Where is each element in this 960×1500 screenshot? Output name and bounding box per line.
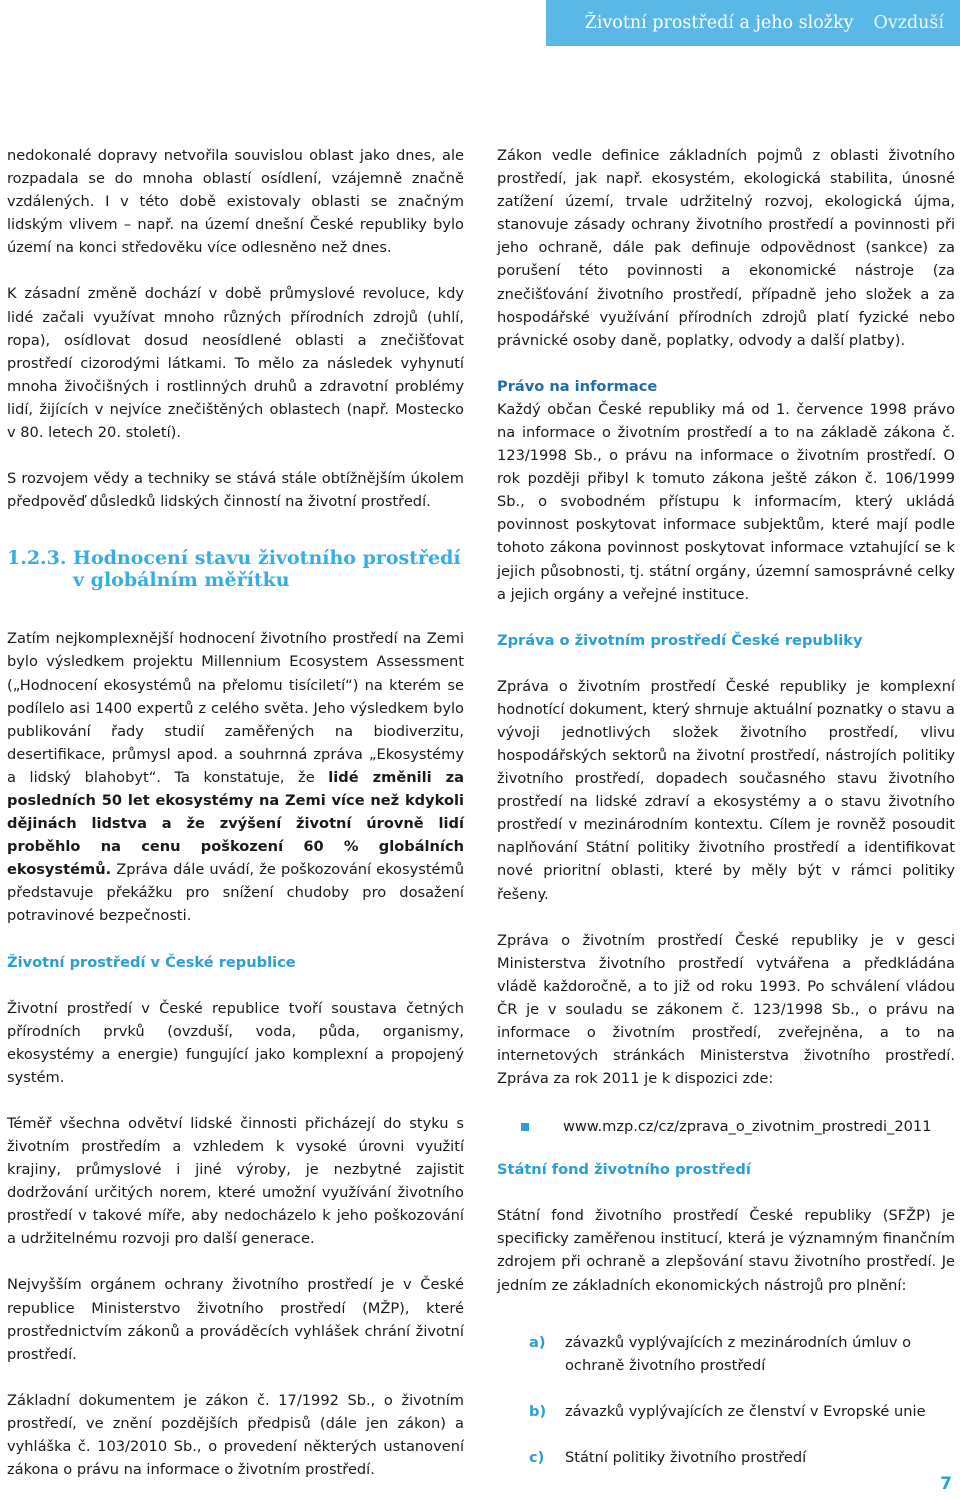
- paragraph: Zákon vedle definice základních pojmů z oblasti životního prostředí, jak např. ekosystém, ekologická stabilita, únosné zatížení území, trvale udržitelný rozvoj, ekologická újma, stanovuje zásady ochrany životního prostředí a povinnosti při jeho ochraně, dále pak definuje odpovědnost (sankce) za porušení této povinnosti a ekonomické nástroje (za znečišťování životního prostředí, případně jeho složek a za hospodářské využívání přírodních zdrojů platí fyzické nebo právnické osoby daně, poplatky, odvody a další platby).: [497, 147, 955, 349]
- subheading: Zpráva o životním prostředí České republiky: [497, 631, 863, 649]
- report-link[interactable]: www.mzp.cz/cz/zprava_o_zivotnim_prostredi_2011: [563, 1118, 932, 1136]
- page-number: 7: [940, 1474, 952, 1494]
- list-item: [497, 1446, 955, 1469]
- subheading: Právo na informace: [497, 377, 658, 395]
- right-column: [497, 144, 955, 1492]
- section-number: 1.2.3.: [7, 547, 67, 570]
- paragraph: Zatím nejkomplexnější hodnocení životního prostředí na Zemi bylo výsledkem projektu Millennium Ecosystem Assessment („Hodnocení ekosystémů na přelomu tisíciletí“) na kterém se podílelo asi 1400 expertů z celého světa. Jeho výsledkem bylo publikování řady studií zaměřených na biodiverzitu, desertifikace, průmysl apod. a souhrnná zpráva „Ekosystémy a lidský blahobyt“. Ta konstatuje, že lidé změnili za posledních 50 let ekosystémy na Zemi více než kdykoli dějinách lidstva a že zvýšení životní úrovně lidí proběhlo na cenu poškození 60 % globálních ekosystémů. Zpráva dále uvádí, že poškozování ekosystémů představuje překážku pro snížení chudoby pro dosažení potravinové bezpečnosti.: [7, 630, 464, 925]
- paragraph: Každý občan České republiky má od 1. července 1998 právo na informace o životním prostředí a to na základě zákona č. 123/1998 Sb., o právu na informace o životním prostředí. O rok později přibyl k tomuto zákona ještě zákon č. 106/1999 Sb., o svobodném přístupu k informacím, který ukládá povinnost poskytovat informace subjektům, které mají podle tohoto zákona povinnost poskytovat informace vztahující se k jejich působnosti, tj. státní orgány, územní samosprávné celky a jejich orgány a veřejné instituce.: [497, 400, 955, 603]
- list-text: Státní politiky životního prostředí: [565, 1448, 807, 1466]
- paragraph: S rozvojem vědy a techniky se stává stále obtížnějším úkolem předpověď důsledků lidských činností na životní prostředí.: [7, 470, 464, 511]
- list-letter: a): [529, 1333, 546, 1351]
- section-title: Hodnocení stavu životního prostředí v globálním měřítku: [73, 547, 461, 592]
- paragraph: Zpráva o životním prostředí České republiky je komplexní hodnotící dokument, který shrnuje aktuální poznatky o stavu a vývoji jednotlivých složek životního prostředí, vlivu hospodářských sektorů na životní prostředí, nástrojích politiky životního prostředí, dopadech současného stavu životního prostředí na lidské zdraví a ekosystémy a o stavu životního prostředí v mezinárodním kontextu. Cílem je rovněž posoudit naplňování Státní politiky životního prostředí a identifikovat nové prioritní oblasti, které by měly být v rámci politiky řešeny.: [497, 677, 955, 903]
- list-letter: b): [529, 1402, 547, 1420]
- breadcrumb-section: Ovzduší: [873, 13, 944, 33]
- section-heading: [7, 547, 464, 591]
- subheading: Životní prostředí v České republice: [7, 953, 296, 971]
- paragraph: Životní prostředí v České republice tvoří soustava četných přírodních prvků (ovzduší, voda, půda, organismy, ekosystémy a energie) fungující jako komplexní a propojený systém.: [7, 999, 464, 1086]
- breadcrumb-chapter: Životní prostředí a jeho složky: [584, 13, 854, 33]
- list-letter: c): [529, 1448, 545, 1466]
- paragraph: Základní dokumentem je zákon č. 17/1992 Sb., o životním prostředí, ve znění pozdějších předpisů (dále jen zákon) a vyhláška č. 103/2010 Sb., o provedení některých ustanovení zákona o právu na informace o životním prostředí.: [7, 1391, 464, 1479]
- list-item: [497, 1331, 955, 1377]
- list-text: závazků vyplývajících z mezinárodních úmluv o ochraně životního prostředí: [565, 1333, 912, 1374]
- paragraph: K zásadní změně dochází v době průmyslové revoluce, kdy lidé začali využívat mnoho různých přírodních zdrojů (uhlí, ropa), osídlovat dosud neosídlené oblasti a znečišťovat prostředí cizorodými látkami. To mělo za následek vyhynutí mnoha živočišných i rostlinných druhů a zdravotní problémy lidí, žijících v nejvíce znečištěných oblastech (např. Mostecko v 80. letech 20. století).: [7, 285, 464, 442]
- list-item: [497, 1400, 955, 1423]
- bullet-icon: [521, 1123, 529, 1131]
- paragraph: Zpráva o životním prostředí České republiky je v gesci Ministerstva životního prostředí vytvářena a předkládána vládě každoročně, a to již od roku 1993. Po schválení vládou ČR je v souladu se zákonem č. 123/1998 Sb., o právu na informace o životním prostředí, zveřejněna, a to na internetových stránkách Ministerstva životního prostředí. Zpráva za rok 2011 je k dispozici zde:: [497, 931, 955, 1088]
- paragraph: nedokonalé dopravy netvořila souvislou oblast jako dnes, ale rozpadala se do mnoha oblastí osídlení, vzájemně značně vzdálených. I v této době existovaly oblasti se značným lidským vlivem – např. na území dnešní České republiky bylo území na konci středověku více odlesněno než dnes.: [7, 147, 464, 257]
- left-column: [7, 144, 464, 1481]
- list-item: [497, 1118, 955, 1135]
- header-bar: [546, 0, 960, 46]
- paragraph: Nejvyšším orgánem ochrany životního prostředí je v České republice Ministerstvo životního prostředí (MŽP), které prostřednictvím zákonů a prováděcích vyhlášek chrání životní prostředí.: [7, 1276, 464, 1363]
- paragraph: Státní fond životního prostředí České republiky (SFŽP) je specificky zaměřenou institucí, která je významným finančním zdrojem při ochraně a zlepšování stavu životního prostředí. Je jedním ze základních ekonomických nástrojů pro plnění:: [497, 1207, 955, 1294]
- list-text: závazků vyplývajících ze členství v Evropské unie: [565, 1402, 926, 1420]
- paragraph: Téměř všechna odvětví lidské činnosti přicházejí do styku s životním prostředím a vzhledem k vysoké úrovni využití krajiny, průmyslové i jiné výroby, je nezbytné zajistit dodržování určitých norem, které umožní využívání životního prostředí v takové míře, aby nedocházelo k jeho poškozování a udržitelnému rozvoji pro další generace.: [7, 1114, 464, 1248]
- subheading: Státní fond životního prostředí: [497, 1161, 751, 1179]
